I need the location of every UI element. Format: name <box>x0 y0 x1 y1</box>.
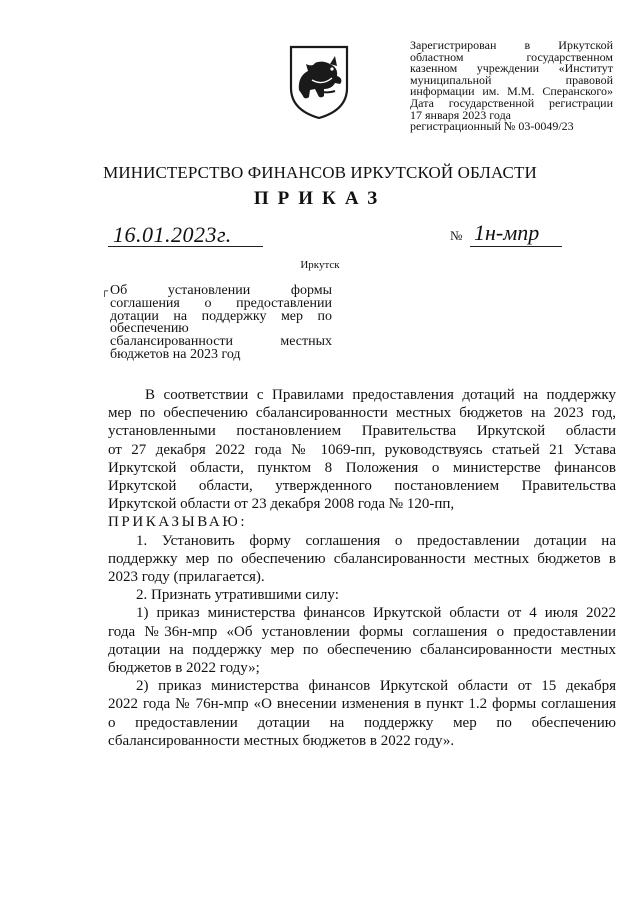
subject-line: бюджетов на 2023 год <box>110 346 241 362</box>
preamble-line: мер по обеспечению сбалансированности местных бюджетов на 2023 год, <box>108 405 616 422</box>
item-1-line: поддержку мер по обеспечению сбалансированности местных бюджетов в <box>108 550 616 567</box>
date-underline <box>108 246 263 247</box>
registration-date: 17 января 2023 года <box>410 107 512 122</box>
item-2-2-line: 2022 года № 76н-мпр «О внесении изменения в пункт 1.2 формы соглашения <box>108 696 616 713</box>
item-2-2-line: 2) приказ министерства финансов Иркутской области от 15 декабря <box>136 678 616 695</box>
number-underline <box>470 246 562 247</box>
order-body <box>108 386 616 750</box>
item-2-2-line: сбалансированности местных бюджетов в 2022 году». <box>108 732 455 749</box>
preamble-line: Иркутской области, пунктом 8 Положения о министерстве финансов <box>108 459 616 476</box>
preamble-line: установленными постановлением Правительства Иркутской области <box>108 423 616 440</box>
order-word: ПРИКАЗЫВАЮ: <box>108 514 248 531</box>
registration-number: регистрационный № 03-0049/23 <box>410 119 574 134</box>
preamble-line: от 27 декабря 2022 года № 1069-пп, руководствуясь статьей 21 Устава <box>108 441 616 458</box>
subject-line: Об установлении формы <box>110 283 332 298</box>
item-1-line: 1. Установить форму соглашения о предоставлении дотации на <box>136 532 616 549</box>
item-1-line: 2023 году (прилагается). <box>108 569 265 586</box>
registration-line: областном государственном <box>410 49 613 64</box>
city-name: Иркутск <box>300 259 340 271</box>
preamble-line: В соответствии с Правилами предоставления дотаций на поддержку <box>145 387 616 403</box>
corner-mark-icon: ┌ <box>101 286 109 297</box>
number-sign: № <box>450 228 463 243</box>
ministry-title: МИНИСТЕРСТВО ФИНАНСОВ ИРКУТСКОЙ ОБЛАСТИ <box>103 163 537 182</box>
item-2-1-line: года №36н-мпр «Об установлении формы соглашения о предоставлении <box>108 623 616 640</box>
item-2-1-line: 1) приказ министерства финансов Иркутской области от 4 июля 2022 <box>136 605 616 622</box>
registration-line: казенном учреждении «Институт <box>410 61 613 76</box>
registration-line: информации им. М.М. Сперанского» <box>410 84 613 99</box>
item-2-1-line: бюджетов в 2022 году»; <box>108 660 260 677</box>
handwritten-order-number: 1н-мпр <box>474 220 540 245</box>
preamble-line: Иркутской области от 23 декабря 2008 года № 120-пп, <box>108 496 455 513</box>
registration-line: муниципальной правовой <box>410 72 613 87</box>
registration-line: Зарегистрирован в Иркутской <box>410 38 613 52</box>
document-type-title: ПРИКАЗ <box>253 188 387 209</box>
subject-line: сбалансированности местных <box>110 334 332 350</box>
order-subject <box>110 285 332 362</box>
registration-line: Дата государственной регистрации <box>410 95 613 110</box>
registration-block <box>410 40 613 133</box>
handwritten-date: 16.01.2023г. <box>113 222 232 247</box>
irkutsk-coat-of-arms-icon <box>288 44 350 120</box>
subject-line: дотации на поддержку мер по <box>110 308 332 324</box>
preamble-line: Иркутской области, утвержденного постановлением Правительства <box>108 478 616 495</box>
subject-line: обеспечению <box>110 321 189 337</box>
subject-line: соглашения о предоставлении <box>110 295 332 311</box>
item-2-2-line: о предоставлении дотации на поддержку мер по обеспечению <box>108 714 616 731</box>
item-2-line: 2. Признать утратившими силу: <box>136 587 339 604</box>
item-2-1-line: дотации на поддержку мер по обеспечению сбалансированности местных <box>108 641 616 658</box>
